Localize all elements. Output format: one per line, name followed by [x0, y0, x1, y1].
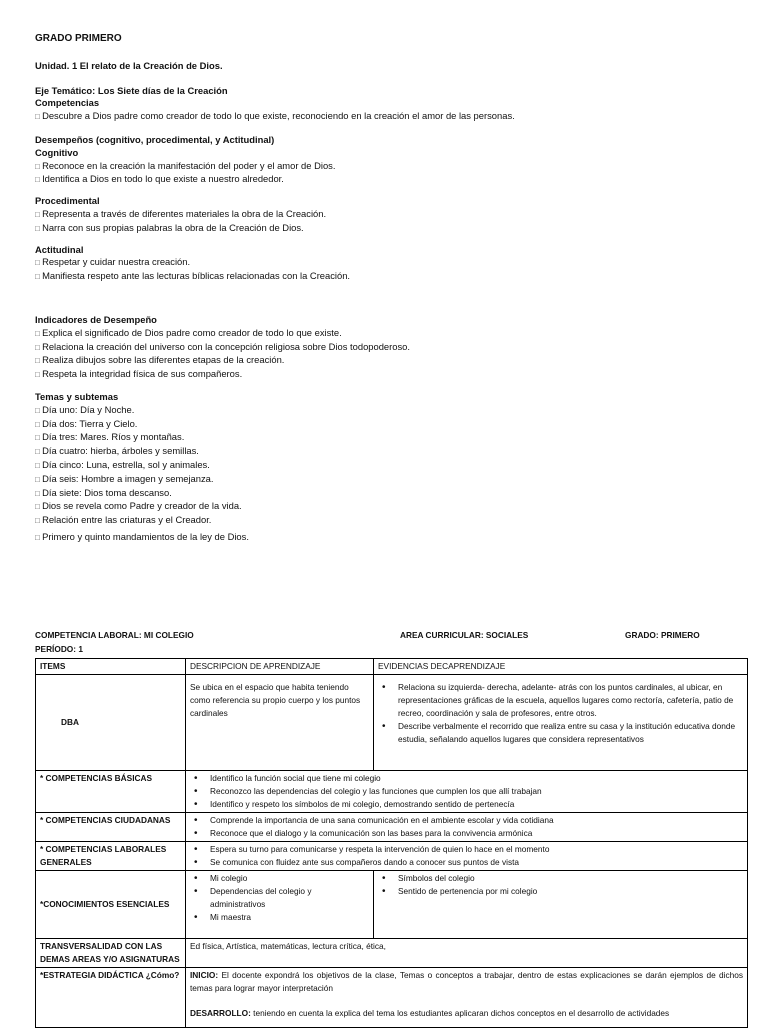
- actitudinal-heading: Actitudinal: [35, 243, 84, 255]
- cognitivo-item: □ Identifica a Dios en todo lo que existe a nuestro alrededor.: [35, 173, 735, 187]
- indicador-item: □ Respeta la integridad física de sus compañeros.: [35, 368, 735, 382]
- list-item: • Sentido de pertenencia por mi colegio: [398, 885, 743, 898]
- list-item: • Mi colegio: [210, 872, 369, 885]
- list-item: • Se comunica con fluidez ante sus compañeros dando a conocer sus puntos de vista: [210, 856, 743, 869]
- indicador-item: □ Explica el significado de Dios padre como creador de todo lo que existe.: [35, 327, 735, 341]
- tema-item: □ Relación entre las criaturas y el Creador.: [35, 514, 735, 528]
- plan-table: [35, 658, 748, 1028]
- tema-item: □ Día cuatro: hierba, árboles y semillas.: [35, 445, 735, 459]
- row-label: * COMPETENCIAS CIUDADANAS: [36, 813, 186, 842]
- tema-item: □ Primero y quinto mandamientos de la ley de Dios.: [35, 531, 735, 545]
- estrategia-content: [186, 968, 748, 1028]
- plan-header: [35, 627, 747, 654]
- tema-item: □ Día siete: Dios toma descanso.: [35, 487, 735, 501]
- list-item: • Mi maestra: [210, 911, 369, 924]
- dba-description: Se ubica en el espacio que habita teniendo como referencia su propio cuerpo y los puntos cardinales: [186, 675, 374, 771]
- column-header: ITEMS: [36, 659, 186, 675]
- procedimental-item: □ Narra con sus propias palabras la obra de la Creación de Dios.: [35, 222, 735, 236]
- row-label: *CONOCIMIENTOS ESENCIALES: [36, 871, 186, 939]
- temas-heading: Temas y subtemas: [35, 390, 119, 402]
- table-row: [36, 771, 748, 813]
- procedimental-item: □ Representa a través de diferentes materiales la obra de la Creación.: [35, 208, 735, 222]
- religion-plan-section: [35, 33, 735, 545]
- column-header: DESCRIPCION DE APRENDIZAJE: [186, 659, 374, 675]
- desarrollo-paragraph: [190, 1007, 743, 1020]
- grado-label: GRADO: PRIMERO: [625, 630, 700, 640]
- list-item: • Reconoce que el dialogo y la comunicación son las bases para la convivencia armónica: [210, 827, 743, 840]
- conocimientos-left: [186, 871, 374, 939]
- tema-item: □ Día tres: Mares. Ríos y montañas.: [35, 431, 735, 445]
- competencias-heading: Competencias: [35, 97, 100, 109]
- grade-title: GRADO PRIMERO: [35, 33, 122, 44]
- row-label: * COMPETENCIAS LABORALES GENERALES: [36, 842, 186, 871]
- table-row: [36, 842, 748, 871]
- list-item: • Identifico la función social que tiene mi colegio: [210, 772, 743, 785]
- inicio-text: El docente expondrá los objetivos de la clase, Temas o conceptos a trabajar, dentro de estas explicaciones se darán ejemplos de dichos temas para lograr mayor interpretación: [190, 970, 744, 993]
- row-label: TRANSVERSALIDAD CON LAS DEMAS AREAS Y/O ASIGNATURAS: [36, 939, 186, 968]
- list-item: • Espera su turno para comunicarse y respeta la intervención de quien lo hace en el momento: [210, 843, 743, 856]
- list-item: • Reconozco las dependencias del colegio y las funciones que cumplen los que allí trabajan: [210, 785, 743, 798]
- row-label: * COMPETENCIAS BÁSICAS: [36, 771, 186, 813]
- row-label: DBA: [36, 675, 186, 771]
- basicas-content: [186, 771, 748, 813]
- actitudinal-item: □ Respetar y cuidar nuestra creación.: [35, 256, 735, 270]
- competencia-item: □ Descubre a Dios padre como creador de todo lo que existe, reconociendo en la creación el amor de las personas.: [35, 110, 735, 124]
- conocimientos-right: [374, 871, 748, 939]
- table-row: [36, 968, 748, 1028]
- tema-item: □ Día seis: Hombre a imagen y semejanza.: [35, 473, 735, 487]
- ciudadanas-content: [186, 813, 748, 842]
- table-row: [36, 871, 748, 939]
- tema-item: □ Día uno: Día y Noche.: [35, 404, 735, 418]
- transversalidad-content: Ed física, Artística, matemáticas, lectura crítica, ética,: [186, 939, 748, 968]
- list-item: • Comprende la importancia de una sana comunicación en el ambiente escolar y vida cotidiana: [210, 814, 743, 827]
- list-item: • Símbolos del colegio: [398, 872, 743, 885]
- list-item: • Identifico y respeto los símbolos de mi colegio, demostrando sentido de pertenecía: [210, 798, 743, 811]
- tema-item: □ Día dos: Tierra y Cielo.: [35, 418, 735, 432]
- table-row: [36, 939, 748, 968]
- tema-item: □ Dios se revela como Padre y creador de la vida.: [35, 500, 735, 514]
- unit-title: Unidad. 1 El relato de la Creación de Dios.: [35, 59, 223, 71]
- procedimental-heading: Procedimental: [35, 195, 100, 207]
- indicador-item: □ Relaciona la creación del universo con la concepción religiosa sobre Dios todopoderoso.: [35, 341, 735, 355]
- list-item: • Relaciona su izquierda- derecha, adelante- atrás con los puntos cardinales, al ubicar, en representaciones gráficas de la escuela, aquellos lugares como rectoría, cafetería, patio de recreo, coordinación y sala de profesores, entre otros.: [398, 681, 743, 720]
- desarrollo-text: teniendo en cuenta la explica del tema los estudiantes aplicaran dichos conceptos en el desarrollo de actividades: [253, 1008, 670, 1018]
- periodo-label: PERÍODO: 1: [35, 644, 83, 654]
- dba-evidences: [374, 675, 748, 771]
- table-header-row: [36, 659, 748, 675]
- cognitivo-item: □ Reconoce en la creación la manifestación del poder y el amor de Dios.: [35, 160, 735, 174]
- row-label: *ESTRATEGIA DIDÁCTICA ¿Cómo?: [36, 968, 186, 1028]
- actitudinal-item: □ Manifiesta respeto ante las lecturas bíblicas relacionadas con la Creación.: [35, 270, 735, 284]
- table-row: [36, 675, 748, 771]
- eje-title: Eje Temático: Los Siete días de la Creación: [35, 84, 228, 96]
- list-item: • Describe verbalmente el recorrido que realiza entre su casa y la institución educativa donde estudia, señalando aquellos lugares que considera representativos: [398, 720, 743, 746]
- indicador-item: □ Realiza dibujos sobre las diferentes etapas de la creación.: [35, 354, 735, 368]
- area-curricular-label: AREA CURRICULAR: SOCIALES: [400, 630, 529, 640]
- cognitivo-heading: Cognitivo: [35, 146, 79, 158]
- inicio-label: INICIO:: [190, 970, 219, 980]
- list-item: • Dependencias del colegio y administrativos: [210, 885, 369, 911]
- desarrollo-label: DESARROLLO:: [190, 1008, 251, 1018]
- column-header: EVIDENCIAS DECAPRENDIZAJE: [374, 659, 748, 675]
- laborales-content: [186, 842, 748, 871]
- table-row: [36, 813, 748, 842]
- social-studies-plan-section: [35, 627, 747, 1028]
- inicio-paragraph: [190, 969, 743, 995]
- indicadores-heading: Indicadores de Desempeño: [35, 313, 157, 325]
- tema-item: □ Día cinco: Luna, estrella, sol y animales.: [35, 459, 735, 473]
- competencia-laboral-label: COMPETENCIA LABORAL: MI COLEGIO: [35, 630, 194, 640]
- desempenos-heading: Desempeños (cognitivo, procedimental, y Actitudinal): [35, 133, 275, 145]
